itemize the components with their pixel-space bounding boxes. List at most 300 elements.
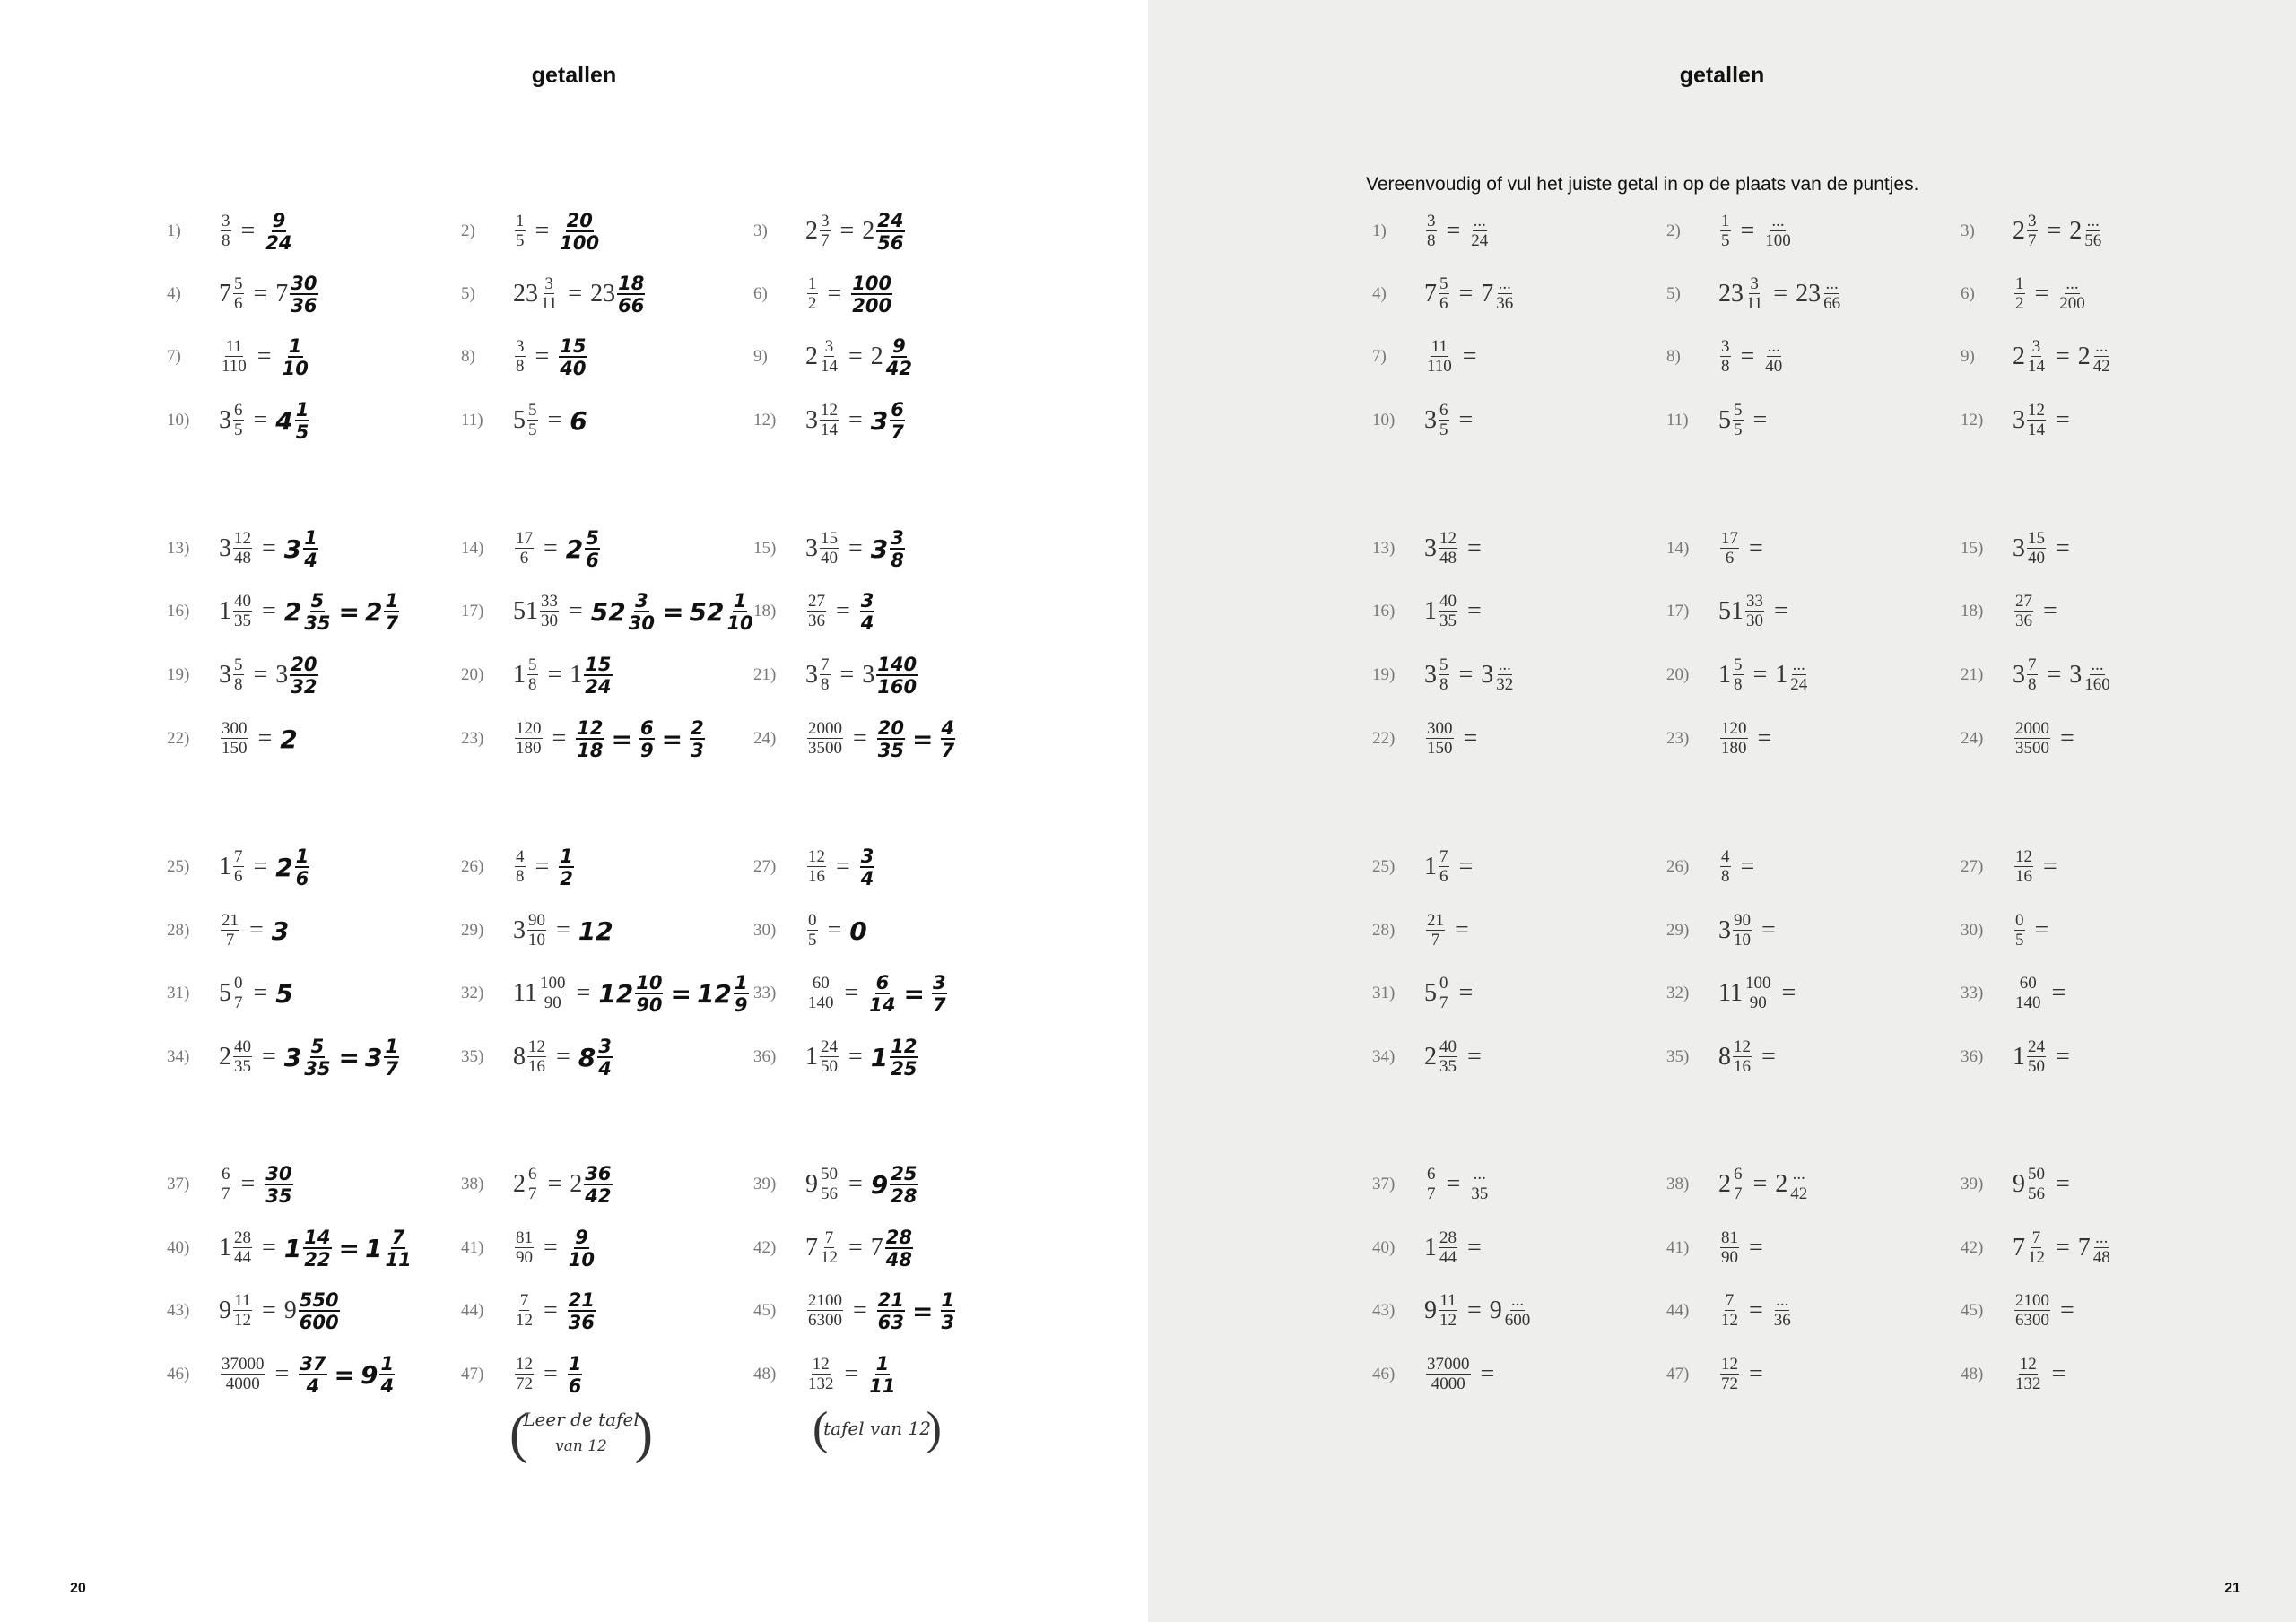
handwritten-answer (874, 655, 919, 697)
numerator: 1 (560, 845, 573, 867)
fraction (941, 718, 956, 760)
problem-number: 3) (753, 221, 768, 240)
whole-number: 1 (870, 1042, 889, 1072)
whole-number: 7 (1424, 280, 1437, 308)
denominator: 10 (568, 1248, 596, 1271)
equals-sign: = (848, 406, 863, 434)
denominator: 30 (1746, 612, 1763, 630)
denominator: 7 (933, 993, 946, 1016)
problem-number: 10) (1372, 411, 1396, 429)
problem-expression (219, 213, 263, 250)
problem-expression (805, 593, 858, 630)
handwritten-answer (566, 1354, 585, 1396)
problem-expression (805, 720, 875, 758)
problem-item (167, 586, 401, 637)
denominator: 200 (852, 294, 892, 317)
handwritten-answer (566, 528, 602, 570)
whole-number: 8 (578, 1042, 596, 1072)
denominator: 6 (568, 1375, 582, 1397)
problem-item (1666, 586, 1796, 637)
problem-expression (219, 912, 272, 950)
whole-number: 3 (283, 1042, 302, 1072)
equals-sign: = (1467, 597, 1482, 625)
problem-item (753, 1286, 957, 1336)
fraction (2014, 912, 2025, 950)
fraction (807, 275, 818, 313)
numerator: ... (1473, 212, 1486, 230)
numerator: 30 (291, 272, 317, 294)
problem-item (461, 269, 647, 319)
whole-number: 7 (2013, 1234, 2025, 1262)
numerator: 300 (222, 719, 248, 738)
numerator: 60 (812, 974, 830, 993)
numerator: 1 (516, 212, 525, 230)
denominator: 48 (234, 549, 251, 568)
numerator: 28 (885, 1226, 913, 1248)
denominator: 5 (2015, 931, 2024, 950)
problem-number: 43) (1372, 1301, 1396, 1320)
problem-number: 6) (753, 284, 768, 303)
denominator: 6 (234, 867, 243, 886)
problem-item (1372, 842, 1481, 892)
problem-expression (1718, 213, 1794, 250)
equals-sign: = (240, 217, 256, 245)
denominator: 6 (295, 867, 309, 889)
equals-sign: = (1773, 280, 1788, 308)
denominator: 110 (222, 357, 247, 376)
fraction (820, 213, 831, 250)
problem-expression (513, 1356, 566, 1393)
denominator: 6 (586, 549, 599, 571)
fraction (2014, 275, 2025, 313)
problem-number: 28) (1372, 921, 1396, 940)
problem-item (1666, 1349, 1771, 1400)
numerator: 10 (636, 971, 663, 993)
numerator: 4 (1721, 847, 1730, 866)
problem-expression (1424, 1292, 1533, 1330)
fraction (233, 593, 252, 630)
denominator: 7 (222, 1184, 230, 1203)
numerator: 14 (304, 1226, 331, 1248)
denominator: 50 (821, 1057, 838, 1076)
numerator: ... (2086, 212, 2100, 230)
fraction (282, 336, 309, 378)
problem-item (1961, 842, 2066, 892)
equals-sign: = (827, 916, 842, 944)
denominator: 7 (1439, 993, 1448, 1012)
numerator: 11 (234, 1291, 251, 1310)
whole-number: 3 (1424, 534, 1437, 562)
fraction (726, 591, 753, 633)
numerator: 20 (566, 209, 593, 231)
denominator: 140 (2015, 993, 2041, 1012)
numerator: ... (1771, 212, 1785, 230)
numerator: 12 (808, 847, 825, 866)
problem-item (753, 1032, 920, 1082)
problem-item (1666, 332, 1785, 382)
numerator: 0 (808, 911, 817, 930)
fraction (2092, 1229, 2111, 1267)
fraction (1439, 1038, 1457, 1076)
fraction (233, 402, 244, 439)
denominator: 66 (618, 294, 645, 317)
fraction (1733, 1038, 1752, 1076)
numerator: 9 (272, 209, 286, 231)
problem-number: 11) (461, 411, 483, 429)
problem-expression (805, 912, 849, 950)
fraction (941, 1290, 956, 1332)
fraction (295, 400, 310, 442)
equals-sign: = (844, 1360, 859, 1388)
problem-number: 17) (461, 602, 484, 620)
problem-number: 12) (753, 411, 777, 429)
denominator: 36 (291, 294, 317, 317)
numerator: 1 (295, 845, 309, 867)
handwritten-answer (263, 1164, 294, 1206)
problem-item (753, 1349, 899, 1400)
numerator: 5 (234, 655, 243, 674)
handwritten-answer (557, 336, 588, 378)
handwritten-answer (280, 724, 297, 754)
whole-number: 52 (689, 596, 725, 627)
note-line: Leer de tafel (523, 1409, 639, 1430)
problem-number: 29) (461, 921, 484, 940)
whole-number: 7 (219, 280, 231, 308)
problem-expression (513, 530, 566, 568)
whole-number: 2 (805, 217, 818, 245)
problem-item (461, 206, 602, 256)
numerator: 37000 (1427, 1355, 1470, 1374)
denominator: 200 (2059, 294, 2085, 313)
problem-expression (805, 338, 883, 376)
equals-sign: = (1752, 661, 1768, 689)
problem-expression (219, 1356, 297, 1393)
denominator: 11 (385, 1248, 412, 1271)
fraction (1426, 1356, 1471, 1393)
problem-item (167, 395, 311, 446)
denominator: 90 (1749, 993, 1767, 1012)
problem-expression (2013, 275, 2088, 313)
denominator: 6 (1439, 867, 1448, 886)
handwritten-answer (858, 591, 877, 633)
problem-item (753, 714, 957, 764)
problem-item (1961, 586, 2066, 637)
fraction (820, 530, 839, 568)
equals-sign: = (1740, 853, 1755, 880)
problem-number: 21) (753, 665, 777, 684)
denominator: 40 (560, 357, 587, 379)
fraction (1470, 1166, 1489, 1203)
handwritten-answer (591, 591, 756, 633)
page-title: getallen (531, 63, 617, 88)
denominator: 4 (860, 867, 874, 889)
equals-sign: = (661, 724, 683, 754)
denominator: 5 (808, 931, 817, 950)
fraction (868, 973, 896, 1015)
fraction (1439, 656, 1449, 694)
problem-number: 8) (1666, 347, 1681, 366)
numerator: 6 (1439, 401, 1448, 420)
equals-sign: = (1467, 534, 1482, 562)
problem-expression (219, 338, 280, 376)
denominator: 7 (821, 231, 830, 250)
instruction-text: Vereenvoudig of vul het juiste getal in op de plaats van de puntjes. (1366, 174, 1919, 195)
problem-number: 43) (167, 1301, 190, 1320)
problem-expression (219, 848, 275, 886)
problem-expression (219, 1229, 284, 1267)
problem-expression (805, 656, 874, 694)
fraction (2014, 720, 2050, 758)
denominator: 36 (1773, 1311, 1791, 1330)
denominator: 140 (808, 993, 834, 1012)
numerator: 33 (541, 592, 558, 611)
fraction (1720, 338, 1731, 376)
problem-expression (513, 1038, 578, 1076)
problem-item (753, 206, 907, 256)
problem-expression (805, 213, 874, 250)
numerator: 3 (824, 337, 834, 356)
whole-number: 3 (805, 406, 818, 434)
whole-number: 2 (2013, 343, 2025, 370)
problem-item (167, 906, 289, 956)
problem-item (753, 842, 876, 892)
problem-number: 30) (753, 921, 777, 940)
problem-item (167, 714, 298, 764)
denominator: 42 (1790, 1184, 1808, 1203)
problem-expression (513, 848, 557, 886)
numerator: 15 (2028, 529, 2045, 548)
problem-item (167, 842, 311, 892)
numerator: 2100 (808, 1291, 842, 1310)
problem-expression (2013, 1356, 2074, 1393)
denominator: 42 (2092, 357, 2110, 376)
problem-number: 39) (1961, 1175, 1984, 1193)
whole-number: 3 (2013, 406, 2025, 434)
whole-number: 1 (1424, 597, 1437, 625)
denominator: 6 (234, 294, 243, 313)
problem-number: 8) (461, 347, 475, 366)
denominator: 11 (541, 294, 558, 313)
problem-expression (219, 975, 275, 1012)
equals-sign: = (1458, 979, 1474, 1007)
whole-number: 1 (283, 1233, 302, 1263)
numerator: 12 (516, 1355, 533, 1374)
numerator: 7 (519, 1291, 529, 1310)
numerator: 1 (288, 334, 302, 357)
numerator: 5 (586, 526, 599, 549)
denominator: 6 (1725, 549, 1735, 568)
problem-expression (1424, 1229, 1490, 1267)
problem-expression (513, 213, 557, 250)
denominator: 150 (222, 739, 248, 758)
numerator: 60 (2019, 974, 2037, 993)
problem-expression (2013, 530, 2078, 568)
problem-number: 29) (1666, 921, 1690, 940)
problem-number: 26) (461, 857, 484, 876)
fraction (820, 656, 831, 694)
denominator: 150 (1427, 739, 1453, 758)
fraction (1745, 275, 1763, 313)
denominator: 4 (380, 1375, 395, 1397)
denominator: 42 (885, 357, 913, 379)
problem-expression (1718, 1229, 1771, 1267)
denominator: 36 (568, 1311, 596, 1333)
numerator: 9 (892, 334, 906, 357)
fraction (515, 1356, 534, 1393)
whole-number: 8 (1718, 1043, 1731, 1071)
numerator: 1 (1721, 212, 1730, 230)
whole-number: 23 (1718, 280, 1744, 308)
fraction (2027, 530, 2046, 568)
fraction (885, 1227, 913, 1270)
fraction (1439, 275, 1449, 313)
whole-number: 5 (1424, 979, 1437, 1007)
denominator: 24 (265, 231, 292, 254)
problem-item (167, 1349, 396, 1400)
denominator: 35 (304, 612, 331, 634)
problem-item (461, 906, 613, 956)
whole-number: 51 (1718, 597, 1744, 625)
equals-sign: = (1757, 724, 1772, 752)
handwritten-answer (871, 400, 907, 442)
equals-sign: = (547, 406, 562, 434)
denominator: 4 (306, 1375, 320, 1397)
problem-item (1666, 842, 1762, 892)
problem-number: 15) (1961, 539, 1984, 558)
whole-number: 2 (565, 533, 584, 564)
fraction (568, 1227, 596, 1270)
numerator: 3 (891, 526, 904, 549)
problem-item (1372, 1159, 1491, 1210)
equals-sign: = (544, 534, 558, 562)
problem-number: 41) (461, 1238, 484, 1257)
problem-expression (513, 1166, 582, 1203)
denominator: 35 (304, 1057, 331, 1080)
whole-number: 1 (219, 853, 231, 880)
problem-number: 14) (1666, 539, 1690, 558)
problem-expression (219, 275, 288, 313)
equals-sign: = (544, 1360, 558, 1388)
equals-sign: = (262, 534, 276, 562)
problem-expression (219, 530, 284, 568)
whole-number: 5 (219, 979, 231, 1007)
denominator: 30 (541, 612, 558, 630)
problem-item (1372, 968, 1481, 1019)
denominator: 40 (821, 549, 838, 568)
numerator: 1 (385, 589, 399, 612)
equals-sign: = (1781, 979, 1796, 1007)
fraction (1426, 912, 1445, 950)
fraction (1822, 275, 1841, 313)
numerator: ... (2091, 655, 2104, 674)
whole-number: 7 (275, 280, 289, 308)
problem-expression (805, 1229, 883, 1267)
equals-sign: = (535, 343, 550, 370)
problem-item (753, 395, 907, 446)
denominator: 10 (528, 931, 545, 950)
problem-number: 15) (753, 539, 777, 558)
problem-number: 9) (1961, 347, 1975, 366)
problem-number: 13) (1372, 539, 1396, 558)
whole-number: 2 (513, 1170, 526, 1198)
fraction (890, 400, 905, 442)
denominator: 35 (1471, 1184, 1489, 1203)
problem-expression (2013, 593, 2066, 630)
numerator: 550 (299, 1288, 339, 1311)
fraction (2027, 1038, 2046, 1076)
denominator: 6 (1439, 294, 1448, 313)
equals-sign: = (848, 1170, 863, 1198)
numerator: 12 (1439, 529, 1457, 548)
denominator: 10 (1734, 931, 1751, 950)
problem-item (1961, 1349, 2074, 1400)
whole-number: 3 (219, 406, 231, 434)
problem-item (1666, 206, 1794, 256)
problem-expression (219, 1166, 263, 1203)
fraction (299, 1354, 326, 1396)
whole-number: 3 (275, 661, 289, 689)
numerator: 1 (875, 1352, 890, 1375)
fraction (221, 1166, 231, 1203)
denominator: 9 (640, 739, 654, 761)
problem-item (461, 1223, 597, 1273)
denominator: 7 (941, 739, 955, 761)
fraction (1789, 656, 1808, 694)
whole-number: 0 (849, 915, 867, 946)
equals-sign: = (253, 979, 268, 1007)
denominator: 8 (1721, 357, 1730, 376)
problem-item (1666, 968, 1804, 1019)
fraction (233, 656, 244, 694)
problem-expression (1424, 656, 1516, 694)
numerator: 100 (539, 974, 566, 993)
fraction (1733, 402, 1744, 439)
fraction (1495, 656, 1514, 694)
fraction (1745, 593, 1764, 630)
denominator: 8 (528, 675, 537, 694)
fraction (221, 912, 239, 950)
problem-number: 20) (461, 665, 484, 684)
problem-item (461, 842, 576, 892)
whole-number: 3 (1424, 406, 1437, 434)
problem-number: 48) (1961, 1365, 1984, 1383)
whole-number: 1 (1718, 661, 1731, 689)
whole-number: 3 (2013, 534, 2025, 562)
fraction (559, 336, 587, 378)
problem-item (1372, 395, 1481, 446)
equals-sign: = (844, 979, 859, 1007)
problem-number: 22) (167, 729, 190, 748)
denominator: 40 (1765, 357, 1783, 376)
problem-item (1961, 395, 2078, 446)
problem-item (1372, 332, 1485, 382)
problem-expression (2013, 912, 2057, 950)
problem-number: 17) (1666, 602, 1690, 620)
problem-item (1961, 906, 2057, 956)
equals-sign: = (1458, 280, 1474, 308)
problem-number: 25) (167, 857, 190, 876)
whole-number: 2 (283, 596, 302, 627)
fraction (290, 273, 317, 316)
right-page (1148, 0, 2296, 1622)
numerator: 27 (808, 592, 825, 611)
denominator: 7 (385, 1057, 399, 1080)
equals-sign: = (912, 1296, 934, 1326)
handwritten-answer (284, 591, 401, 633)
numerator: 11 (1431, 337, 1448, 356)
numerator: 28 (1439, 1228, 1457, 1247)
problem-number: 11) (1666, 411, 1689, 429)
